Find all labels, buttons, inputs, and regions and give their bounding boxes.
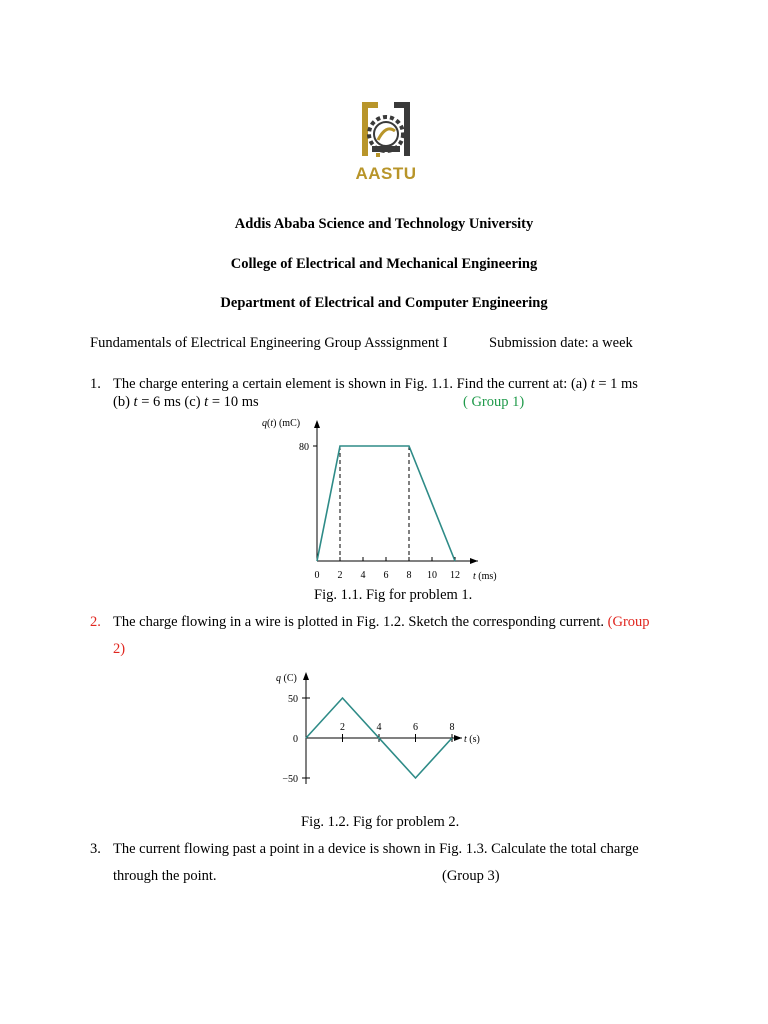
x-tick-label: 2 [340, 722, 345, 733]
fig-1-1-caption: Fig. 1.1. Fig for problem 1. [314, 587, 473, 603]
y-tick-label: 80 [299, 442, 309, 453]
fig-1-2-caption: Fig. 1.2. Fig for problem 2. [301, 814, 460, 830]
problem-1-b-label: (b) [113, 394, 134, 410]
college-name: College of Electrical and Mechanical Engineering [230, 256, 538, 272]
problem-3-group: (Group 3) [442, 868, 500, 884]
x-tick-label: 12 [450, 570, 460, 581]
x-tick-label: 8 [449, 722, 455, 733]
x-tick-label: 10 [427, 570, 437, 581]
problem-1-t-var: t [590, 376, 595, 392]
problem-2-group-a: (Group [607, 614, 650, 630]
submission-date: Submission date: a week [489, 335, 633, 351]
logo-label: AASTU [355, 164, 417, 183]
problem-1-text: The charge entering a certain element is shown in Fig. 1.1. Find the current at: (a) [113, 376, 591, 392]
y-axis-arrow [303, 672, 309, 680]
x-tick-label: 0 [314, 570, 320, 581]
x-axis-label: t (ms) [473, 571, 497, 582]
x-tick-label: 2 [337, 570, 343, 581]
university-name: Addis Ababa Science and Technology University [234, 216, 534, 232]
series-line [317, 446, 455, 561]
y-axis-label: q(t) (mC) [262, 418, 301, 429]
y-tick-label: 0 [293, 734, 298, 745]
y-axis-label: q (C) [276, 673, 297, 684]
x-axis-arrow [454, 735, 462, 741]
x-tick-label: 6 [383, 570, 389, 581]
x-axis-label: t (s) [464, 734, 480, 745]
problem-1-group: ( Group 1) [463, 394, 525, 410]
x-tick-label: 4 [360, 570, 366, 581]
problem-2-number: 2. [90, 614, 101, 630]
charge-plot-fig-1-1 [250, 412, 520, 588]
university-logo [340, 96, 432, 188]
y-axis-arrow [314, 420, 320, 428]
problem-1-number: 1. [90, 376, 101, 392]
problem-2-line1 [113, 614, 650, 631]
problem-1-t3-value: = 10 ms [208, 394, 259, 410]
assignment-title: Fundamentals of Electrical Engineering Group Asssignment I [90, 335, 448, 351]
problem-1-line1 [113, 376, 679, 393]
x-axis-arrow [470, 558, 478, 564]
problem-3-line2: through the point. [113, 868, 217, 884]
problem-1-t-var: t [204, 394, 209, 410]
problem-1-t1-value: = 1 ms [594, 376, 638, 392]
problem-2-text: The charge flowing in a wire is plotted in Fig. 1.2. Sketch the corresponding current. [113, 614, 608, 630]
charge-plot-fig-1-2 [262, 666, 492, 796]
problem-1-t2-value: = 6 ms (c) [137, 394, 205, 410]
problem-1-line2 [113, 394, 259, 411]
problem-1-t-var: t [133, 394, 138, 410]
x-tick-label: 6 [413, 722, 418, 733]
problem-3-line1: The current flowing past a point in a device is shown in Fig. 1.3. Calculate the total charge [113, 841, 639, 857]
y-tick-label: −50 [282, 774, 298, 785]
y-tick-label: 50 [288, 694, 298, 705]
problem-3-number: 3. [90, 841, 101, 857]
x-tick-label: 4 [376, 722, 382, 733]
x-tick-label: 8 [406, 570, 412, 581]
problem-2-group-b: 2) [113, 641, 126, 657]
department-name: Department of Electrical and Computer Engineering [220, 295, 548, 311]
